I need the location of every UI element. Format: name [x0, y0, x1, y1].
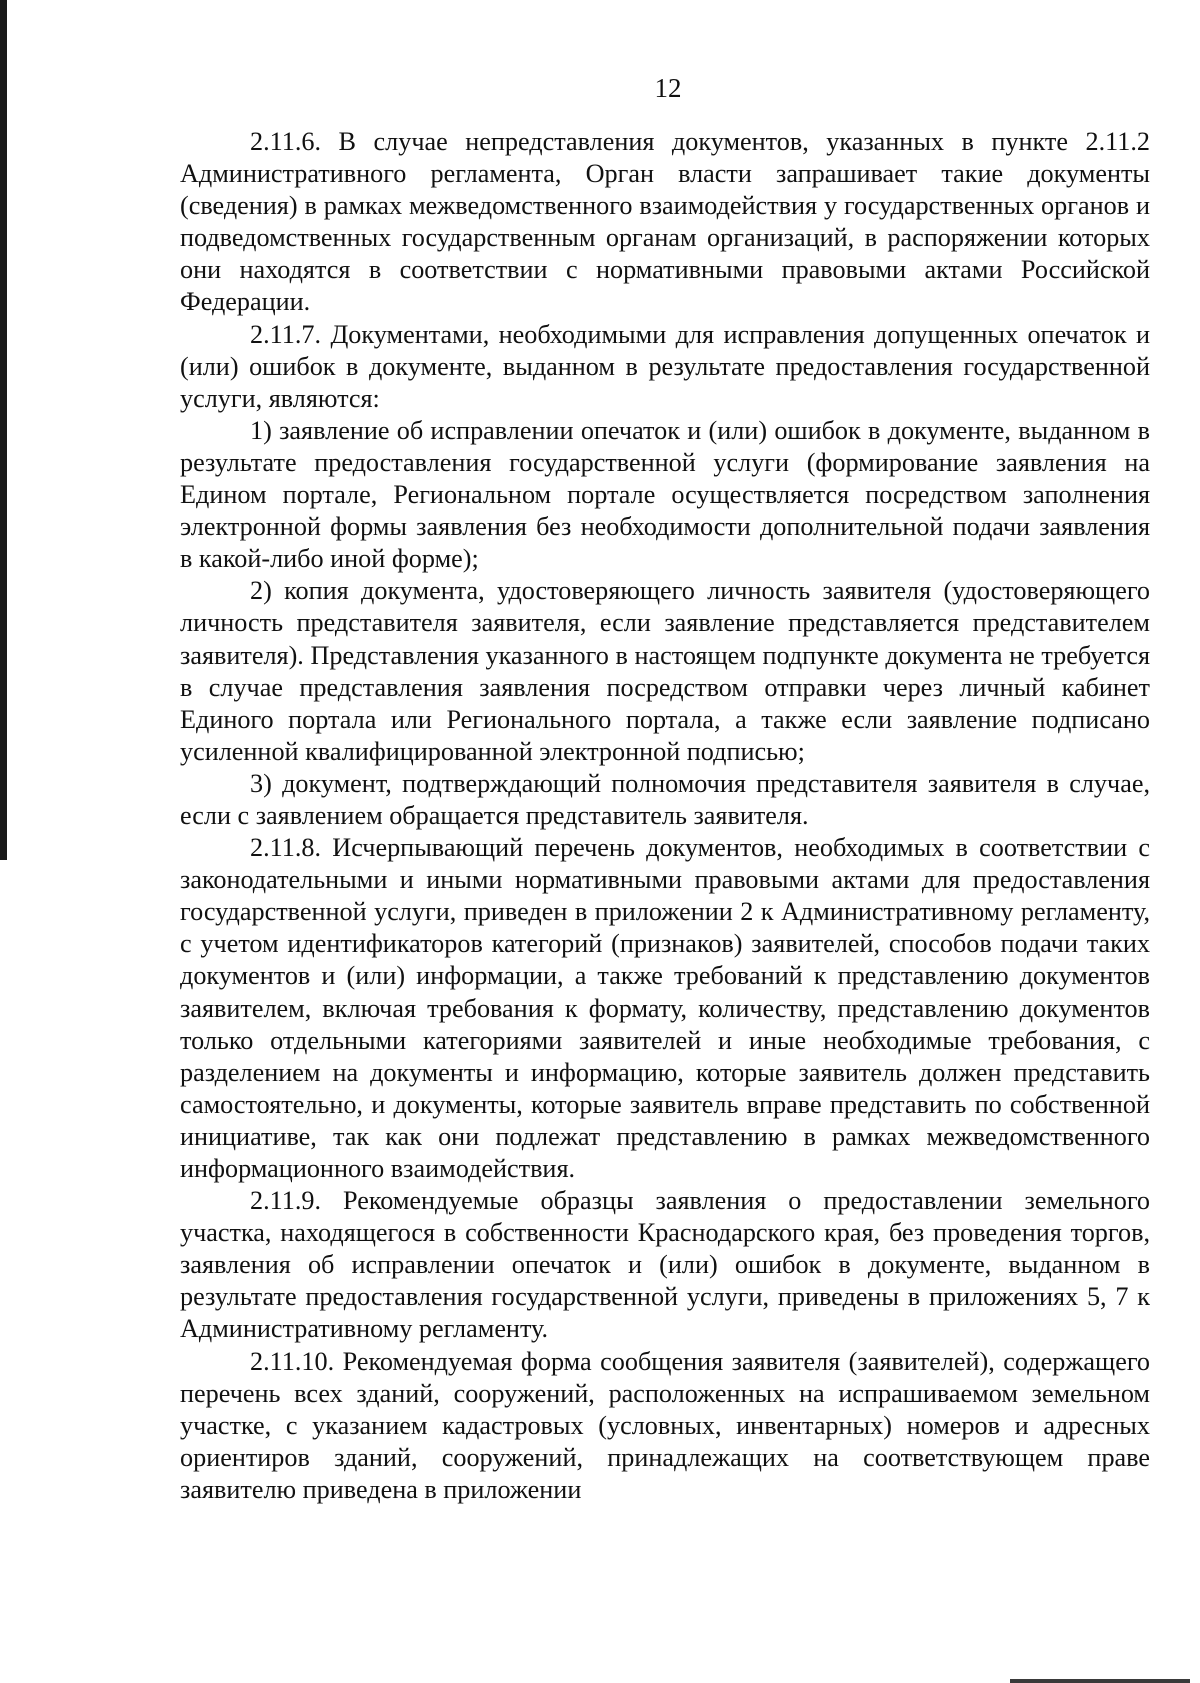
paragraph-2-11-9: 2.11.9. Рекомендуемые образцы заявления о предоставлении земельного участка, находящегося в собственности Краснодарского края, без проведения торгов, заявления об исправлении опечаток и (или) ошибок в документе, выданном в результате предоставления государственной услуги, приведены в приложениях 5, 7 к Административному регламенту. — [180, 1186, 1150, 1344]
list-item-3: 3) документ, подтверждающий полномочия представителя заявителя в случае, если с заявлением обращается представитель заявителя. — [180, 768, 1150, 830]
document-page — [180, 60, 1150, 1506]
page-number: 12 — [654, 73, 682, 103]
paragraph-2-11-8: 2.11.8. Исчерпывающий перечень документов, необходимых в соответствии с законодательными и иными нормативными правовыми актами для предоставления государственной услуги, приведен в приложении 2 к Административному регламенту, с учетом идентификаторов категорий (признаков) заявителей, способов подачи таких документов и (или) информации, а также требований к представлению документов заявителем, включая требования к формату, количеству, представлению документов только отдельными категориями заявителей и иные необходимые требования, с разделением на документы и информацию, которые заявитель должен представить самостоятельно, и документы, которые заявитель вправе представить по собственной инициативе, так как они подлежат представлению в рамках межведомственного информационного взаимодействия. — [180, 833, 1150, 1183]
list-item-1: 1) заявление об исправлении опечаток и (или) ошибок в документе, выданном в результате предоставления государственной услуги (формирование заявления на Едином портале, Региональном портале осуществляется посредством заполнения электронной формы заявления без необходимости дополнительной подачи заявления в какой-либо иной форме); — [180, 415, 1150, 574]
paragraph-2-11-7: 2.11.7. Документами, необходимыми для исправления допущенных опечаток и (или) ошибок в документе, выданном в результате предоставления государственной услуги, являются: — [180, 319, 1150, 413]
scan-edge-shadow — [0, 0, 7, 860]
list-item-2: 2) копия документа, удостоверяющего личность заявителя (удостоверяющего личность представителя заявителя, если заявление представляется представителем заявителя). Представления указанного в настоящем подпункте документа не требуется в случае представления заявления посредством отправки через личный кабинет Единого портала или Регионального портала, а также если заявление подписано усиленной квалифицированной электронной подписью; — [180, 576, 1150, 766]
bottom-scan-mark — [1010, 1679, 1190, 1683]
paragraph-2-11-10: 2.11.10. Рекомендуемая форма сообщения заявителя (заявителей), содержащего перечень всех зданий, сооружений, расположенных на испрашиваемом земельном участке, с указанием кадастровых (условных, инвентарных) номеров и адресных ориентиров зданий, сооружений, принадлежащих на соответствующем праве заявителю приведена в приложении — [180, 1346, 1150, 1504]
paragraph-2-11-6: 2.11.6. В случае непредставления документов, указанных в пункте 2.11.2 Административного регламента, Орган власти запрашивает такие документы (сведения) в рамках межведомственного взаимодействия у государственных органов и подведомственных государственным органам организаций, в распоряжении которых они находятся в соответствии с нормативными правовыми актами Российской Федерации. — [180, 127, 1150, 317]
